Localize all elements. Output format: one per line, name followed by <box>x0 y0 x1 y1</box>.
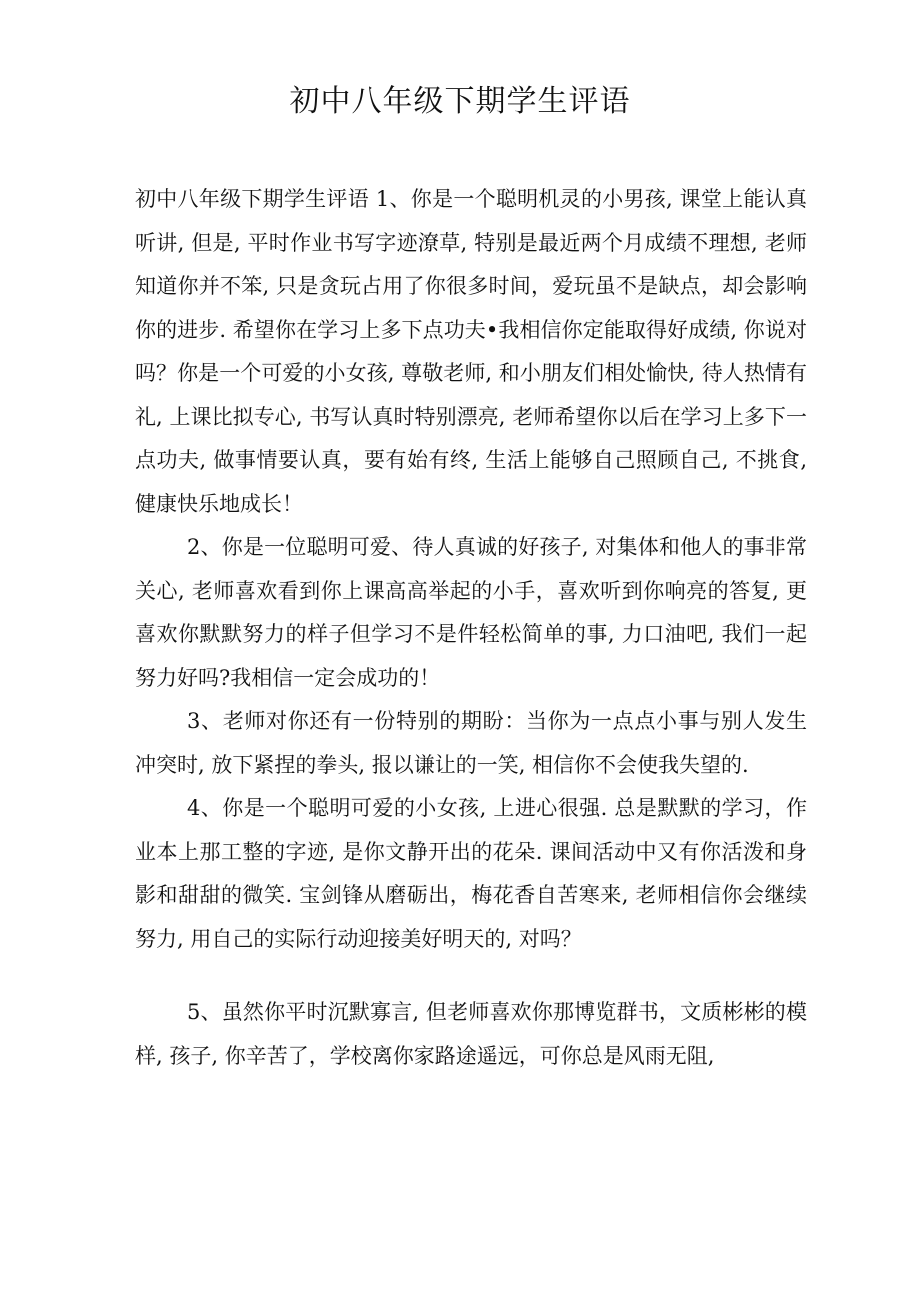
paragraph-1: 初中八年级下期学生评语 1、你是一个聪明机灵的小男孩, 课堂上能认真听讲, 但是, 平时作业书写字迹潦草, 特别是最近两个月成绩不理想, 老师知道你并不笨, 只是贪玩占用了你很多时间，爱玩虽不是缺点，却会影响你的进步. 希望你在学习上多下点功夫•我相信你定能取得好成绩, 你说对吗？你是一个可爱的小女孩, 尊敬老师, 和小朋友们相处愉快, 待人热情有礼, 上课比拟专心, 书写认真时特别漂亮, 老师希望你以后在学习上多下一点功夫, 做事情要认真，要有始有终, 生活上能够自己照顾自己, 不挑食, 健康快乐地成长！ <box>135 187 807 516</box>
document-body <box>135 178 807 1078</box>
paragraph-4: 4、你是一个聪明可爱的小女孩, 上进心很强. 总是默默的学习，作业本上那工整的字迹, 是你文静开出的花朵. 课间活动中又有你活泼和身影和甜甜的微笑. 宝剑锋从磨砺出，梅花香自苦寒来, 老师相信你会继续努力, 用自己的实际行动迎接美好明天的, 对吗？ <box>135 796 807 951</box>
paragraph-3: 3、老师对你还有一份特别的期盼：当你为一点点小事与别人发生冲突时, 放下紧捏的拳头, 报以谦让的一笑, 相信你不会使我失望的. <box>135 709 807 777</box>
paragraph-2: 2、你是一位聪明可爱、待人真诚的好孩子, 对集体和他人的事非常关心, 老师喜欢看到你上课高高举起的小手，喜欢听到你响亮的答复, 更喜欢你默默努力的样子但学习不是件轻松简单的事, 力口油吧, 我们一起努力好吗?我相信一定会成功的！ <box>135 535 807 690</box>
paragraph-5: 5、虽然你平时沉默寡言, 但老师喜欢你那博览群书，文质彬彬的模样, 孩子, 你辛苦了，学校离你家路途遥远，可你总是风雨无阻, <box>135 1000 807 1068</box>
document-title: 初中八年级下期学生评语 <box>289 84 631 119</box>
